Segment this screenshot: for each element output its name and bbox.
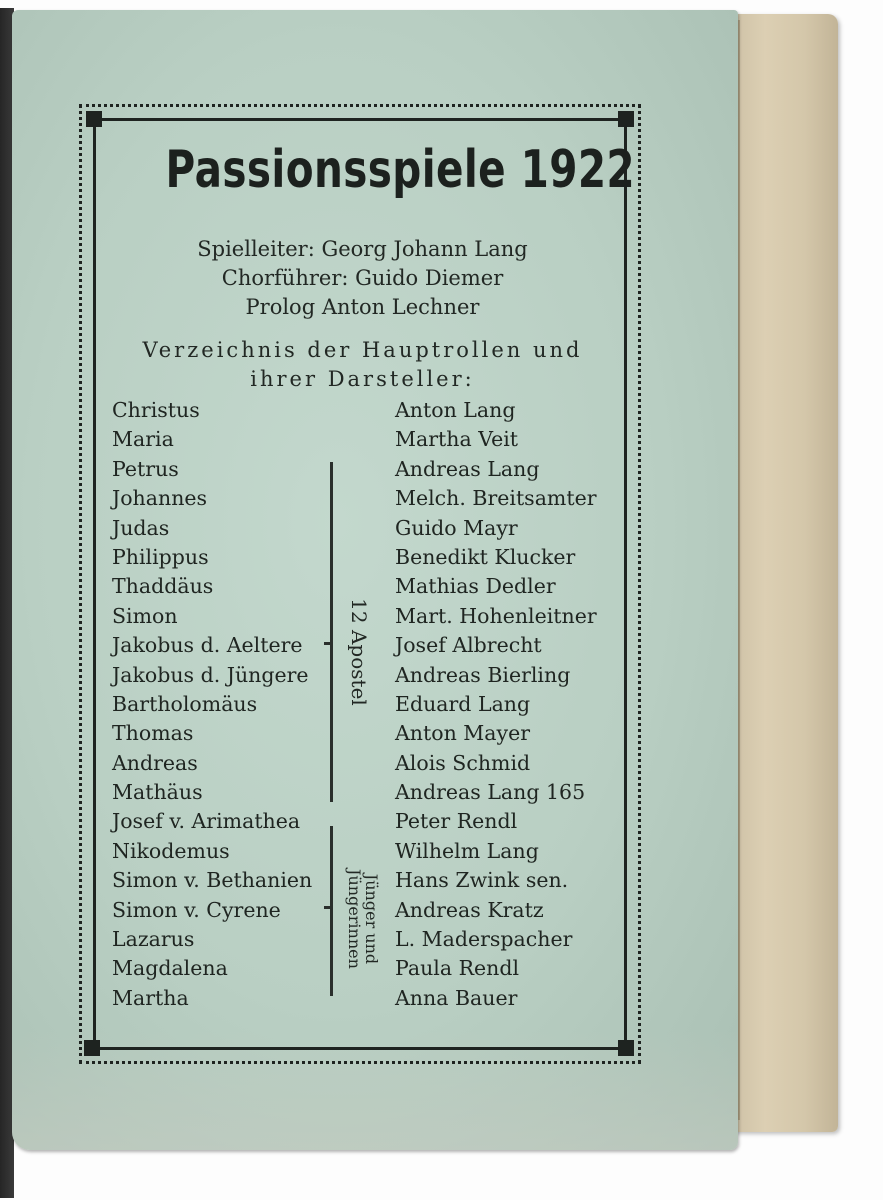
role-list bbox=[112, 396, 332, 1013]
actor-name: Benedikt Klucker bbox=[395, 544, 576, 569]
role-name: Thaddäus bbox=[112, 574, 214, 599]
juenger-group-label bbox=[346, 865, 380, 973]
actor-name: Anna Bauer bbox=[395, 985, 518, 1010]
role-name: Andreas bbox=[112, 750, 198, 775]
actor-name: Eduard Lang bbox=[395, 691, 531, 716]
role-name: Simon bbox=[112, 603, 178, 628]
actor-name: Anton Lang bbox=[395, 398, 516, 422]
apostel-brace-tip bbox=[324, 642, 332, 645]
actor-name: L. Maderspacher bbox=[395, 927, 573, 952]
role-name: Magdalena bbox=[112, 956, 228, 981]
credit-prolog: Prolog Anton Lechner bbox=[245, 295, 480, 319]
frame-corner-ornament bbox=[86, 111, 102, 127]
juenger-brace-tip bbox=[324, 906, 332, 909]
juenger-label-line2: Jüngerinnen bbox=[345, 869, 364, 969]
actor-name: Mart. Hohenleitner bbox=[395, 603, 597, 628]
role-name: Nikodemus bbox=[112, 838, 230, 863]
frame-corner-ornament bbox=[84, 1040, 100, 1056]
cast-heading: Verzeichnis der Hauptrollen und bbox=[142, 338, 583, 362]
actor-name: Melch. Breitsamter bbox=[395, 486, 597, 511]
role-name: Josef v. Arimathea bbox=[112, 809, 301, 834]
actor-name: Martha Veit bbox=[395, 427, 519, 452]
role-name: Thomas bbox=[112, 721, 194, 746]
role-name: Judas bbox=[112, 515, 170, 540]
apostel-brace bbox=[330, 462, 333, 802]
role-name: Martha bbox=[112, 985, 189, 1010]
juenger-label-line1: Jünger und bbox=[362, 873, 381, 965]
role-name: Bartholomäus bbox=[112, 691, 258, 716]
actor-name: Andreas Bierling bbox=[395, 662, 571, 687]
actor-name: Paula Rendl bbox=[395, 956, 520, 981]
actor-name: Andreas Lang 165 bbox=[395, 780, 586, 805]
actor-name: Mathias Dedler bbox=[395, 574, 556, 599]
actor-name: Guido Mayr bbox=[395, 515, 518, 540]
role-name: Johannes bbox=[112, 486, 208, 511]
frame-corner-ornament bbox=[618, 111, 634, 127]
role-name: Petrus bbox=[112, 456, 179, 481]
role-name: Philippus bbox=[112, 544, 209, 569]
actor-name: Hans Zwink sen. bbox=[395, 868, 569, 893]
actor-name: Anton Mayer bbox=[395, 721, 531, 746]
actor-name: Josef Albrecht bbox=[395, 633, 542, 658]
actor-name: Peter Rendl bbox=[395, 809, 518, 834]
actor-list bbox=[395, 396, 625, 1013]
credit-director: Spielleiter: Georg Johann Lang bbox=[197, 237, 528, 261]
role-name: Simon v. Bethanien bbox=[112, 868, 313, 893]
actor-name: Wilhelm Lang bbox=[395, 838, 539, 863]
spine-crease bbox=[738, 20, 740, 1120]
cast-heading-continued: ihrer Darsteller: bbox=[250, 367, 475, 391]
credit-choir: Chorführer: Guido Diemer bbox=[221, 266, 504, 290]
frame-corner-ornament bbox=[618, 1040, 634, 1056]
juenger-brace bbox=[330, 826, 333, 996]
apostel-group-label: 12 Apostel bbox=[347, 598, 371, 706]
role-name: Simon v. Cyrene bbox=[112, 897, 281, 922]
role-name: Jakobus d. Aeltere bbox=[112, 633, 303, 658]
actor-name: Alois Schmid bbox=[395, 750, 531, 775]
cover-title: Passionsspiele 1922 bbox=[165, 140, 636, 200]
actor-name: Andreas Kratz bbox=[395, 897, 544, 922]
role-name: Mathäus bbox=[112, 780, 203, 805]
role-name: Christus bbox=[112, 398, 200, 422]
book-spine bbox=[726, 14, 838, 1132]
role-name: Jakobus d. Jüngere bbox=[112, 662, 309, 687]
role-name: Lazarus bbox=[112, 927, 195, 952]
actor-name: Andreas Lang bbox=[395, 456, 540, 481]
role-name: Maria bbox=[112, 427, 174, 452]
